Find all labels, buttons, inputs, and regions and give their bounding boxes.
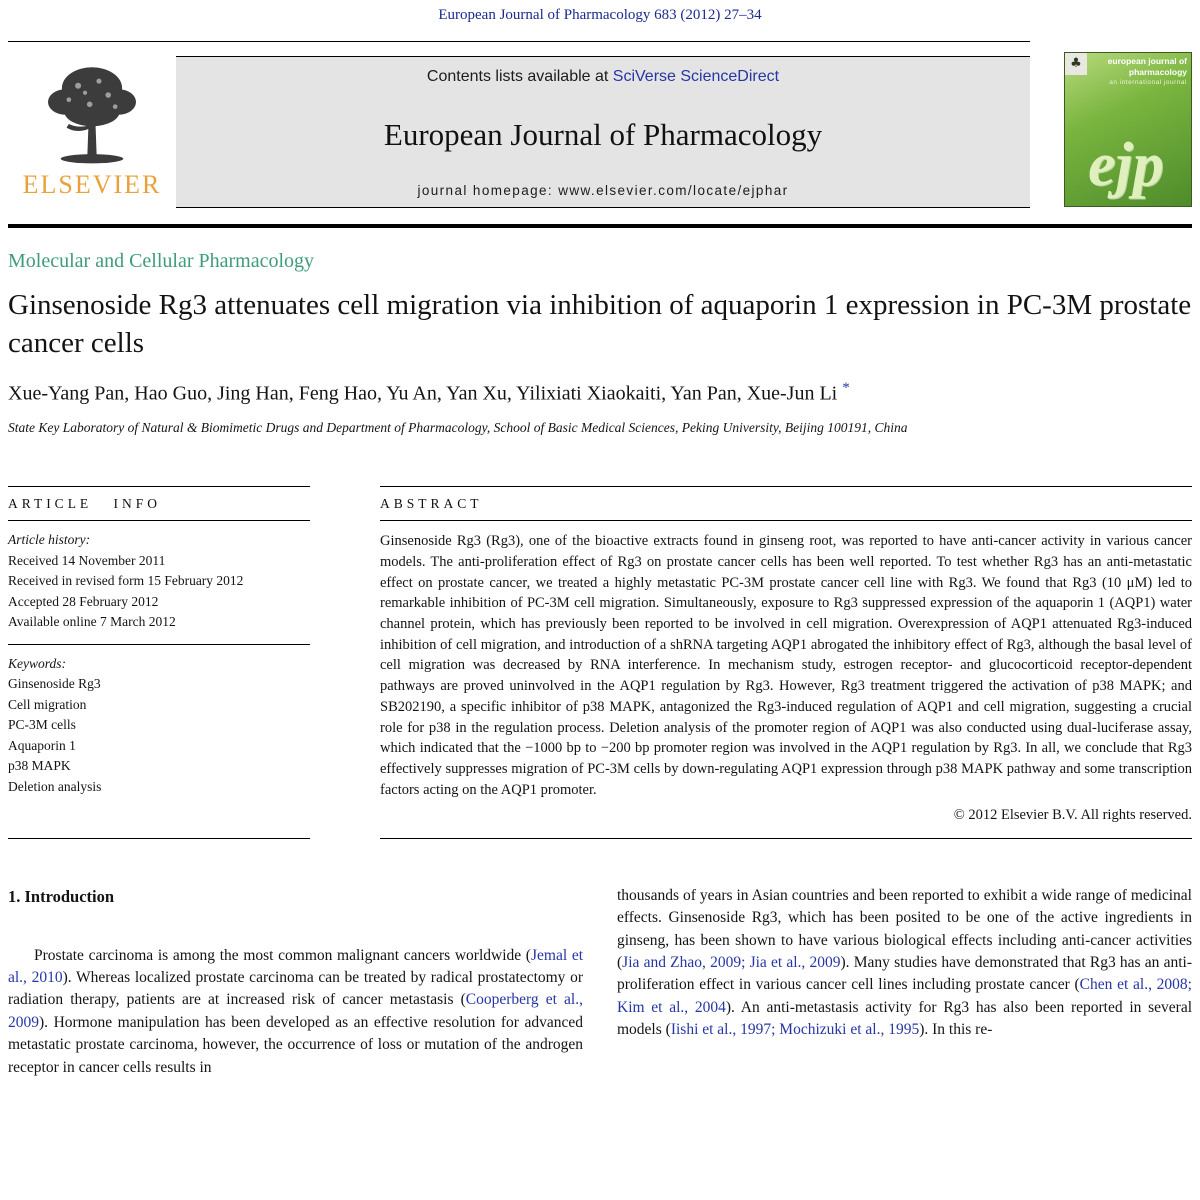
abstract-column (380, 486, 1192, 839)
article-info-heading: ARTICLE INFO (8, 496, 162, 512)
keyword-line: Ginsenoside Rg3 (8, 676, 101, 692)
citation-link[interactable]: Jemal et al., 2010 (8, 946, 583, 986)
cover-journal-title: european journal of pharmacology (1107, 56, 1187, 77)
journal-header (8, 41, 1192, 208)
journal-homepage-line: journal homepage: www.elsevier.com/locate/ejphar (417, 183, 789, 198)
journal-citation-header (8, 0, 1192, 24)
history-line: Received 14 November 2011 (8, 552, 166, 568)
elsevier-logo (8, 56, 176, 208)
sciverse-sciencedirect-link[interactable]: SciVerse ScienceDirect (612, 68, 780, 85)
citation-link[interactable]: Chen et al., 2008; Kim et al., 2004 (617, 976, 1192, 1016)
contents-line (427, 68, 779, 86)
meta-section (8, 486, 1192, 839)
article-history-list (8, 551, 310, 633)
journal-banner (176, 56, 1030, 208)
introduction-heading: 1. Introduction (8, 886, 115, 906)
cover-elsevier-mark-icon: ♣ (1065, 53, 1087, 75)
divider (380, 838, 1192, 839)
keyword-line: p38 MAPK (8, 758, 71, 774)
journal-citation-link[interactable]: European Journal of Pharmacology 683 (2012) 27–34 (438, 7, 762, 23)
body-left-column (8, 885, 583, 1080)
elsevier-tree-icon (33, 58, 151, 168)
header-main (8, 41, 1030, 208)
article-title: Ginsenoside Rg3 attenuates cell migration via inhibition of aquaporin 1 expression in PC-3M prostate cancer cells (8, 289, 1192, 359)
cover-ejp-logo: ejp (1088, 131, 1164, 199)
citation-link[interactable]: Cooperberg et al., 2009 (8, 991, 583, 1031)
author-list (8, 380, 1192, 406)
cover-band (1065, 53, 1191, 77)
journal-section-label: Molecular and Cellular Pharmacology (8, 250, 315, 272)
citation-link[interactable]: Jia and Zhao, 2009; Jia et al., 2009 (622, 953, 841, 971)
abstract-text: Ginsenoside Rg3 (Rg3), one of the bioactive extracts found in ginseng root, was reported to have anti-cancer activity in various cancer models. The anti-proliferation effect of Rg3 on prostate cancer cells has been well reported. To test whether Rg3 has an anti-metastatic effect on prostate cancer, we treated a highly metastatic PC-3M prostate cancer cell line with Rg3. We found that Rg3 (10 μM) led to remarkable inhibition of PC-3M cell migration. Simultaneously, exposure to Rg3 suppressed expression of the aquaporin 1 (AQP1) water channel protein, which has previously been reported to be involved in cell migration. Overexpression of AQP1 attenuated Rg3-induced inhibition of cell migration, and introduction of a shRNA targeting AQP1 abrogated the inhibitory effect of Rg3, although the basal level of cell migration was decreased by RNA interference. In mechanism study, estrogen receptor- and glucocorticoid receptor-dependent pathways are proved uninvolved in the AQP1 regulation by Rg3. However, Rg3 treatment triggered the activation of p38 MAPK; and SB202190, a specific inhibitor of p38 MAPK, antagonized the Rg3-induced regulation of AQP1 and cell migration, suggesting a crucial role for p38 in the regulation process. Deletion analysis of the promoter region of AQP1 was also conducted using dual-luciferase assay, which indicated that the −1000 bp to −200 bp promoter region was involved in the AQP1 regulation by Rg3. In all, we conclude that Rg3 effectively suppresses migration of PC-3M cells by down-regulating AQP1 expression through p38 MAPK pathway and some transcription factors acting on the AQP1 promoter. (380, 533, 1192, 798)
journal-title: European Journal of Pharmacology (383, 116, 823, 152)
article-history-block (8, 521, 310, 644)
contents-prefix-text: Contents lists available at (426, 68, 613, 85)
article-info-column (8, 486, 310, 839)
history-line: Accepted 28 February 2012 (8, 593, 159, 609)
intro-paragraph: Prostate carcinoma is among the most common malignant cancers worldwide (Jemal et al., 2010). Whereas localized prostate carcinoma can be treated by radical prostatectomy or radiation therapy, patients are at increased risk of cancer metastasis (Cooperberg et al., 2009). Hormone manipulation has been developed as an effective resolution for advanced metastatic prostate carcinoma, however, the occurrence of loss or mutation of the androgen receptor in cancer cells results in (8, 946, 583, 1076)
authors-text: Xue-Yang Pan, Hao Guo, Jing Han, Feng Hao, Yu An, Yan Xu, Yilixiati Xiaokaiti, Yan Pan, Xue-Jun Li (8, 383, 838, 406)
keywords-list (8, 674, 310, 797)
copyright-line: © 2012 Elsevier B.V. All rights reserved. (953, 806, 1192, 823)
journal-cover-thumbnail (1064, 52, 1192, 207)
cover-subtitle: an international journal (1109, 79, 1187, 87)
header-divider (8, 224, 1192, 228)
keywords-label: Keywords: (8, 655, 66, 671)
keywords-block (8, 645, 310, 809)
history-line: Received in revised form 15 February 2012 (8, 573, 244, 589)
divider (8, 838, 310, 839)
keyword-line: Deletion analysis (8, 778, 102, 794)
keyword-line: Aquaporin 1 (8, 737, 76, 753)
history-line: Available online 7 March 2012 (8, 614, 176, 630)
continuation-paragraph: thousands of years in Asian countries and been reported to exhibit a wide range of medicinal effects. Ginsenoside Rg3, which has been posited to be one of the active ingredients in ginseng, has been shown to have various biological effects including anti-cancer activities (Jia and Zhao, 2009; Jia et al., 2009). Many studies have demonstrated that Rg3 has an anti-proliferation effect in various cancer cell lines including prostate cancer (Chen et al., 2008; Kim et al., 2004). An anti-metastasis activity for Rg3 has also been reported in several models (Iishi et al., 1997; Mochizuki et al., 1995). In this re- (617, 886, 1193, 1039)
elsevier-wordmark: ELSEVIER (22, 170, 162, 199)
abstract-heading: ABSTRACT (380, 496, 483, 512)
citation-link[interactable]: Iishi et al., 1997; Mochizuki et al., 1995 (670, 1021, 920, 1039)
body-right-column (617, 885, 1192, 1080)
corresponding-author-star[interactable]: * (842, 380, 850, 397)
keyword-line: PC-3M cells (8, 717, 76, 733)
affiliation: State Key Laboratory of Natural & Biomimetic Drugs and Department of Pharmacology, School of Basic Medical Sciences, Peking University, Beijing 100191, China (8, 420, 908, 436)
keyword-line: Cell migration (8, 696, 87, 712)
article-history-label: Article history: (8, 532, 91, 548)
divider (380, 520, 1192, 521)
article-body (8, 885, 1192, 1080)
